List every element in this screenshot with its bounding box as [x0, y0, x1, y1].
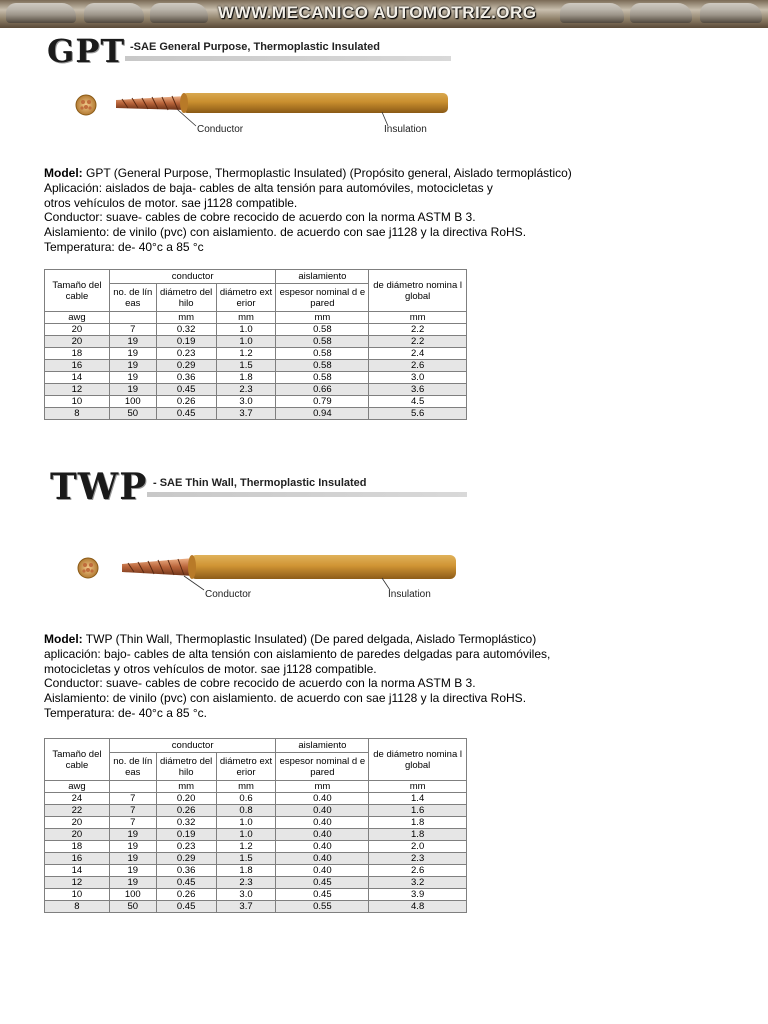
table-cell: 12 [45, 877, 110, 889]
table-row [45, 408, 467, 420]
header-wall-thickness: espesor nominal d e pared [276, 753, 369, 781]
table-cell: 20 [45, 817, 110, 829]
table-cell: 1.0 [216, 817, 276, 829]
table-cell: 1.0 [216, 829, 276, 841]
table-cell: mm [156, 781, 216, 793]
table-cell: 3.9 [369, 889, 467, 901]
table-cell: 16 [45, 853, 110, 865]
product-description [44, 166, 744, 255]
table-row [45, 817, 467, 829]
table-cell: 0.32 [156, 817, 216, 829]
table-cell: 1.8 [216, 372, 276, 384]
conductor-label: Conductor [205, 589, 252, 600]
table-row [45, 336, 467, 348]
table-cell: 1.4 [369, 793, 467, 805]
table-cell: 0.58 [276, 360, 369, 372]
header-cable-size: Tamaño del cable [45, 270, 110, 312]
table-body [45, 781, 467, 913]
table-cell: 18 [45, 348, 110, 360]
application-line: aplicación: bajo- cables de alta tensión con aislamiento de paredes delgadas para automóviles, [44, 646, 551, 661]
table-cell: 20 [45, 336, 110, 348]
car-image [560, 3, 624, 23]
table-cell: 3.2 [369, 877, 467, 889]
table-cell: 22 [45, 805, 110, 817]
conductor-line: Conductor: suave- cables de cobre recocido de acuerdo con la norma ASTM B 3. [44, 210, 476, 225]
table-cell: mm [276, 312, 369, 324]
table-cell: 1.2 [216, 348, 276, 360]
table-row [45, 901, 467, 913]
table-cell: 3.0 [216, 889, 276, 901]
table-cell: 0.40 [276, 841, 369, 853]
table-cell: 19 [109, 841, 156, 853]
table-cell: 50 [109, 901, 156, 913]
header-conductor: conductor [109, 270, 276, 284]
table-cell [109, 781, 156, 793]
table-cell: 3.7 [216, 901, 276, 913]
table-cell: 5.6 [369, 408, 467, 420]
table-cell: 0.40 [276, 793, 369, 805]
table-row [45, 829, 467, 841]
table-cell: 19 [109, 829, 156, 841]
table-cell: 7 [109, 817, 156, 829]
table-cell: 19 [109, 336, 156, 348]
table-cell: 24 [45, 793, 110, 805]
table-cell: 19 [109, 877, 156, 889]
table-cell: 0.20 [156, 793, 216, 805]
table-cell: 2.4 [369, 348, 467, 360]
table-cell: 0.45 [156, 877, 216, 889]
table-cell: 19 [109, 372, 156, 384]
table-cell: 16 [45, 360, 110, 372]
table-cell: 18 [45, 841, 110, 853]
table-cell: 0.40 [276, 817, 369, 829]
table-cell: 1.5 [216, 360, 276, 372]
table-cell: 1.6 [369, 805, 467, 817]
table-cell: 1.2 [216, 841, 276, 853]
table-cell: 12 [45, 384, 110, 396]
table-cell: 0.58 [276, 348, 369, 360]
product-code: TWP [50, 466, 148, 508]
heading-rule [125, 56, 451, 61]
table-cell: awg [45, 312, 110, 324]
units-row [45, 312, 467, 324]
table-cell: 0.29 [156, 360, 216, 372]
insulation-line: Aislamiento: de vinilo (pvc) con aislamiento. de acuerdo con sae j1128 y la directiva RoHS. [44, 691, 527, 706]
header-overall-diameter: de diámetro nomina l global [369, 270, 467, 312]
table-row [45, 372, 467, 384]
table-cell: 0.19 [156, 336, 216, 348]
table-cell: 0.26 [156, 889, 216, 901]
table-cell: 3.6 [369, 384, 467, 396]
table-row [45, 348, 467, 360]
table-cell: 0.58 [276, 336, 369, 348]
table-cell: 0.45 [156, 408, 216, 420]
table-cell: 0.23 [156, 841, 216, 853]
table-cell: 2.3 [216, 877, 276, 889]
insulation-jacket [182, 93, 448, 113]
table-cell: 50 [109, 408, 156, 420]
table-cell: 0.40 [276, 853, 369, 865]
table-row [45, 841, 467, 853]
table-cell: 0.26 [156, 805, 216, 817]
table-cell: 0.8 [216, 805, 276, 817]
conductor-label: Conductor [197, 124, 244, 135]
table-row [45, 324, 467, 336]
table-cell: 4.8 [369, 901, 467, 913]
product-heading: - SAE Thin Wall, Thermoplastic Insulated [153, 477, 367, 489]
table-row [45, 360, 467, 372]
table-cell: 0.40 [276, 865, 369, 877]
header-strand-diameter: diámetro del hilo [156, 753, 216, 781]
table-cell: 3.0 [216, 396, 276, 408]
insulation-jacket [190, 555, 456, 579]
table-cell: awg [45, 781, 110, 793]
table-cell: 1.0 [216, 336, 276, 348]
table-cell: 2.0 [369, 841, 467, 853]
table-cell: 0.58 [276, 372, 369, 384]
table-cell: 1.0 [216, 324, 276, 336]
header-strands: no. de lín eas [109, 753, 156, 781]
header-conductor: conductor [109, 739, 276, 753]
site-banner [0, 0, 768, 28]
insulation-label: Insulation [384, 124, 427, 135]
table-cell: 0.58 [276, 324, 369, 336]
table-cell: 1.8 [216, 865, 276, 877]
table-cell: 7 [109, 324, 156, 336]
header-outer-diameter: diámetro ext erior [216, 753, 276, 781]
table-row [45, 384, 467, 396]
conductor-line: Conductor: suave- cables de cobre recocido de acuerdo con la norma ASTM B 3. [44, 676, 476, 691]
table-row [45, 889, 467, 901]
car-image [630, 3, 692, 23]
header-strand-diameter: diámetro del hilo [156, 284, 216, 312]
car-image [84, 3, 144, 23]
table-cell: 2.6 [369, 360, 467, 372]
header-insulation: aislamiento [276, 739, 369, 753]
table-cell: 7 [109, 793, 156, 805]
table-cell: 0.45 [156, 901, 216, 913]
table-cell: 1.5 [216, 853, 276, 865]
table-cell: mm [216, 781, 276, 793]
insulation-line: Aislamiento: de vinilo (pvc) con aislamiento. de acuerdo con sae j1128 y la directiva RoHS. [44, 225, 527, 240]
temperature-line: Temperatura: de- 40°c a 85 °c [44, 239, 204, 254]
insulation-label: Insulation [388, 589, 431, 600]
table-row [45, 877, 467, 889]
table-cell: 0.55 [276, 901, 369, 913]
table-cell: 2.3 [216, 384, 276, 396]
heading-rule [147, 492, 467, 497]
header-wall-thickness: espesor nominal d e pared [276, 284, 369, 312]
units-row [45, 781, 467, 793]
table-cell: 0.26 [156, 396, 216, 408]
table-cell [109, 312, 156, 324]
table-cell: 10 [45, 889, 110, 901]
table-cell: mm [276, 781, 369, 793]
table-cell: 3.0 [369, 372, 467, 384]
table-cell: 0.6 [216, 793, 276, 805]
table-cell: 19 [109, 853, 156, 865]
table-cell: 100 [109, 889, 156, 901]
table-cell: 0.36 [156, 372, 216, 384]
table-row [45, 805, 467, 817]
table-cell: 1.8 [369, 817, 467, 829]
table-cell: 19 [109, 384, 156, 396]
table-cell: mm [216, 312, 276, 324]
table-cell: 0.36 [156, 865, 216, 877]
table-cell: 19 [109, 865, 156, 877]
car-image [700, 3, 762, 23]
table-cell: 20 [45, 829, 110, 841]
table-row [45, 853, 467, 865]
header-strands: no. de lín eas [109, 284, 156, 312]
table-cell: 8 [45, 408, 110, 420]
spec-table-gpt [44, 269, 467, 420]
spec-table-twp [44, 738, 467, 913]
table-cell: 100 [109, 396, 156, 408]
table-cell: 0.32 [156, 324, 216, 336]
product-heading: -SAE General Purpose, Thermoplastic Insulated [130, 41, 381, 53]
table-cell: 2.2 [369, 336, 467, 348]
table-cell: 0.40 [276, 805, 369, 817]
header-overall-diameter: de diámetro nomina l global [369, 739, 467, 781]
table-cell: 0.45 [276, 889, 369, 901]
table-cell: 0.23 [156, 348, 216, 360]
table-cell: mm [156, 312, 216, 324]
table-cell: 0.94 [276, 408, 369, 420]
table-cell: 0.19 [156, 829, 216, 841]
table-cell: 0.79 [276, 396, 369, 408]
site-title: WWW.MECANICO AUTOMOTRIZ.ORG [218, 3, 537, 22]
table-cell: 4.5 [369, 396, 467, 408]
table-body [45, 312, 467, 420]
table-cell: 20 [45, 324, 110, 336]
table-cell: 1.8 [369, 829, 467, 841]
temperature-line: Temperatura: de- 40°c a 85 °c. [44, 705, 208, 720]
table-cell: 19 [109, 360, 156, 372]
model-label: Model: [44, 166, 83, 180]
table-cell: 14 [45, 865, 110, 877]
table-cell: 2.2 [369, 324, 467, 336]
table-cell: mm [369, 781, 467, 793]
table-cell: 2.3 [369, 853, 467, 865]
table-row [45, 396, 467, 408]
table-row [45, 793, 467, 805]
product-code: GPT [47, 32, 126, 70]
application-line-cont: motocicletas y otros vehículos de motor. sae j1128 compatible. [44, 661, 377, 676]
application-line: Aplicación: aislados de baja- cables de alta tensión para automóviles, motocicletas y [44, 180, 493, 195]
car-image [6, 3, 76, 23]
table-cell: 8 [45, 901, 110, 913]
header-insulation: aislamiento [276, 270, 369, 284]
table-cell: 3.7 [216, 408, 276, 420]
model-line: Model: TWP (Thin Wall, Thermoplastic Insulated) (De pared delgada, Aislado Termoplástico) [44, 632, 537, 646]
header-outer-diameter: diámetro ext erior [216, 284, 276, 312]
table-cell: 19 [109, 348, 156, 360]
table-cell: 7 [109, 805, 156, 817]
table-cell: 0.45 [156, 384, 216, 396]
product-description [44, 632, 744, 721]
table-cell: 2.6 [369, 865, 467, 877]
table-cell: 14 [45, 372, 110, 384]
car-image [150, 3, 208, 23]
table-row [45, 865, 467, 877]
application-line-cont: otros vehículos de motor. sae j1128 compatible. [44, 195, 298, 210]
table-cell: 0.45 [276, 877, 369, 889]
table-cell: 10 [45, 396, 110, 408]
header-cable-size: Tamaño del cable [45, 739, 110, 781]
table-cell: mm [369, 312, 467, 324]
model-label: Model: [44, 632, 83, 646]
model-line: Model: GPT (General Purpose, Thermoplastic Insulated) (Propósito general, Aislado termoplástico) [44, 166, 572, 180]
table-cell: 0.66 [276, 384, 369, 396]
table-cell: 0.40 [276, 829, 369, 841]
table-cell: 0.29 [156, 853, 216, 865]
